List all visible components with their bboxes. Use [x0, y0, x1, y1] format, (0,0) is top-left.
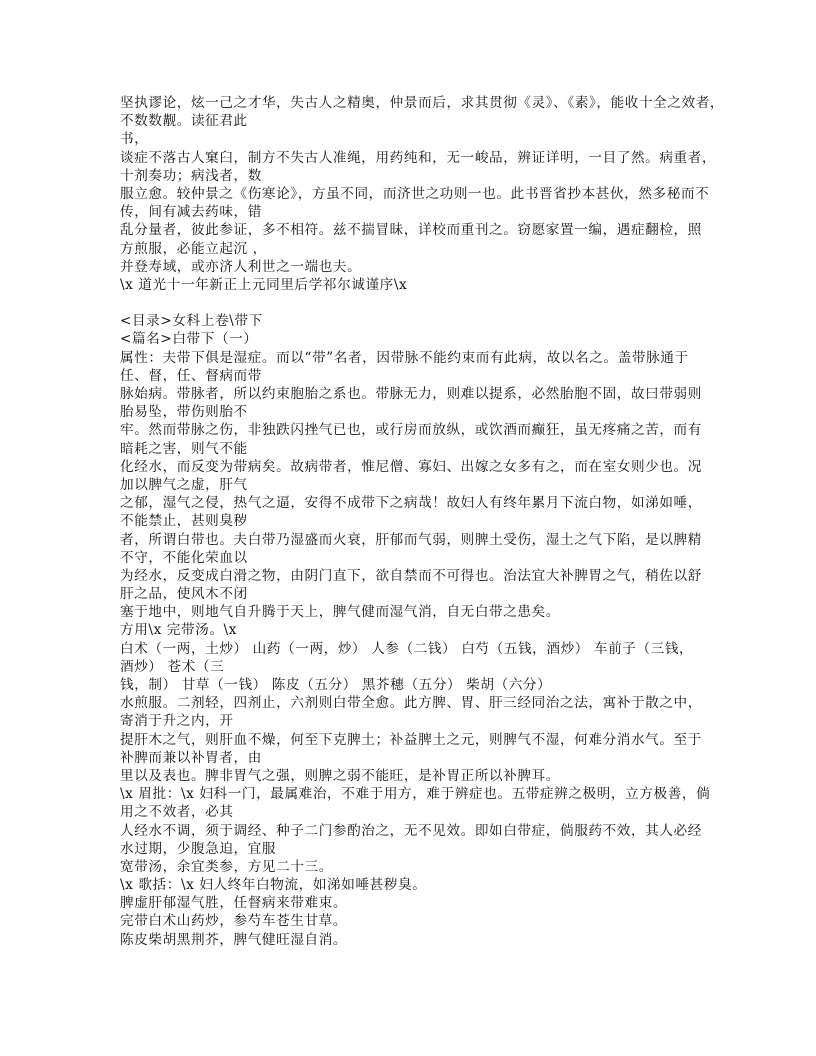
text-line: 服立愈。较仲景之《伤寒论》，方虽不同，而济世之功则一也。此书晋省抄本甚伙，然多秘而不 — [120, 185, 710, 202]
text-line: 水过期，少腹急迫，宜服 — [120, 840, 277, 857]
text-line: 牢。然而带脉之伤，非独跌闪挫气已也，或行房而放纵，或饮酒而癫狂，虽无疼痛之苦，而有 — [120, 422, 702, 439]
text-line: 宽带汤，余宜类参，方见二十三。 — [120, 858, 333, 875]
text-line: 方煎服，必能立起沉 ， — [120, 240, 267, 257]
document-body — [120, 94, 725, 949]
text-line: 寄消于升之内，开 — [120, 713, 234, 730]
text-line: 里以及表也。脾非胃气之强，则脾之弱不能旺，是补胃正所以补脾耳。 — [120, 767, 561, 784]
text-line: <目录>女科上卷\带下 — [120, 313, 263, 330]
text-line: 白术（一两，土炒） 山药（一两，炒） 人参（二钱） 白芍（五钱，酒炒） 车前子（三钱， — [120, 640, 694, 657]
text-line: 并登寿域，或亦济人利世之一端也夫。 — [120, 258, 362, 275]
text-line: 肝之品，使风木不闭 — [120, 586, 248, 603]
text-line: 补脾而兼以补胃者，由 — [120, 749, 262, 766]
text-line: 水煎服。二剂轻，四剂止，六剂则白带全愈。此方脾、胃、肝三经同治之法，寓补于散之中， — [120, 695, 702, 712]
text-line: 者，所谓白带也。夫白带乃湿盛而火衰，肝郁而气弱，则脾土受伤，湿土之气下陷，是以脾精 — [120, 531, 702, 548]
text-line: 钱，制） 甘草（一钱） 陈皮（五分） 黑芥穗（五分） 柴胡（六分） — [120, 677, 552, 693]
text-line: 用之不效者，必其 — [120, 804, 234, 821]
text-line: 提肝木之气，则肝血不燥，何至下克脾土；补益脾土之元，则脾气不湿，何难分消水气。至于 — [120, 731, 702, 748]
text-line: 属性：夫带下俱是湿症。而以“带”名者，因带脉不能约束而有此病，故以名之。盖带脉通于 — [120, 349, 689, 366]
text-line: 完带白术山药炒，参芍车苍生甘草。 — [120, 913, 348, 930]
text-line: 陈皮柴胡黑荆芥，脾气健旺湿自消。 — [120, 931, 348, 948]
text-line: 书， — [120, 131, 149, 148]
text-line: 之郁，湿气之侵，热气之逼，安得不成带下之病哉！故妇人有终年累月下流白物，如涕如唾， — [120, 495, 702, 512]
text-line: 传，间有减去药味，错 — [120, 204, 262, 221]
text-line: 为经水，反变成白滑之物，由阴门直下，欲自禁而不可得也。治法宜大补脾胃之气，稍佐以舒 — [120, 567, 702, 584]
text-line: \x 歌括：\x 妇人终年白物流，如涕如唾甚秽臭。 — [120, 877, 427, 894]
text-line: 不数数觏。读征君此 — [120, 113, 248, 130]
text-line: 人经水不调，须于调经、种子二门参酌治之，无不见效。即如白带症，倘服药不效，其人必经 — [120, 822, 702, 839]
text-line: 暗耗之害，则气不能 — [120, 440, 248, 457]
text-line: 乱分量者，彼此参证，多不相符。兹不揣冒昧，详校而重刊之。窃愿家置一编，遇症翻检，照 — [120, 222, 702, 239]
text-line: 不守，不能化荣血以 — [120, 549, 248, 566]
text-line: 不能禁止，甚则臭秽 — [120, 513, 248, 530]
text-line: 加以脾气之虚，肝气 — [120, 476, 248, 493]
text-line: 胎易坠，带伤则胎不 — [120, 404, 248, 421]
text-line: 十剂奏功；病浅者，数 — [120, 167, 262, 184]
text-line: 坚执谬论，炫一己之才华，失古人之精奥，仲景而后，求其贯彻《灵》、《素》，能收十全之效者， — [120, 95, 725, 111]
text-line: 脉始病。带脉者，所以约束胞胎之系也。带脉无力，则难以提系，必然胎胞不固，故曰带弱则 — [120, 386, 702, 402]
text-line: 谈症不落古人窠臼，制方不失古人准绳，用药纯和，无一峻品，辨证详明，一目了然。病重者， — [120, 149, 717, 166]
text-line: \x 道光十一年新正上元同里后学祁尔诚谨序\x — [120, 276, 408, 293]
text-line: <篇名>白带下（一） — [120, 331, 258, 348]
text-line: 塞于地中，则地气自升腾于天上，脾气健而湿气消，自无白带之患矣。 — [120, 604, 561, 621]
text-line: 酒炒） 苍术（三 — [120, 658, 225, 675]
text-line: \x 眉批：\x 妇科一门，最属难治，不难于用方，难于辨症也。五带症辨之极明，立方极善，倘 — [120, 786, 711, 803]
blank-line — [120, 294, 720, 312]
text-line: 化经水，而反变为带病矣。故病带者，惟尼僧、寡妇、出嫁之女多有之，而在室女则少也。况 — [120, 458, 702, 475]
text-line: 脾虚肝郁湿气胜，任督病来带难束。 — [120, 895, 348, 912]
text-line: 方用\x 完带汤。\x — [120, 622, 237, 639]
text-line: 任、督，任、督病而带 — [120, 367, 262, 384]
